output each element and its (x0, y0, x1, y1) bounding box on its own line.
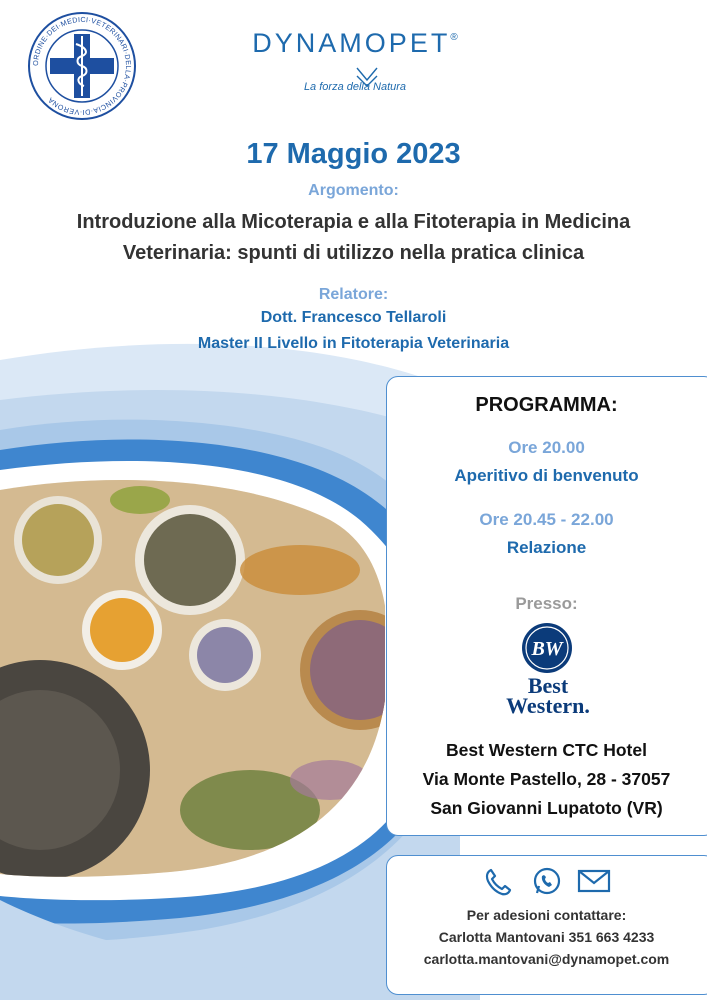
brand-name-text: DYNAMOPET (252, 28, 451, 58)
contact-icons (483, 866, 613, 896)
program-item-2-label: Relazione (506, 538, 587, 557)
topic-line-1: Introduzione alla Micoterapia e alla Fitoterapia in Medicina (76, 211, 631, 233)
event-date: 17 Maggio 2023 (246, 138, 461, 170)
venue-label: Presso: (515, 594, 578, 613)
venue-line-3: San Giovanni Lupatoto (VR) (430, 798, 663, 818)
speaker-label: Relatore: (318, 286, 389, 303)
brand-name (230, 28, 480, 59)
topic-line-2: Veterinaria: spunti di utilizzo nella pratica clinica (122, 242, 585, 264)
speaker-title: Master II Livello in Fitoterapia Veterinaria (197, 335, 510, 352)
whatsapp-icon (535, 869, 559, 893)
speaker-name: Dott. Francesco Tellaroli (260, 309, 447, 326)
logo-line-2: Western. (506, 693, 590, 718)
contact-person: Carlotta Mantovani 351 663 4233 (438, 929, 655, 945)
brand-tagline: La forza della Natura (303, 81, 407, 93)
topic-title (0, 207, 707, 269)
logo-line-1: Best (527, 673, 569, 698)
trademark-symbol: ® (450, 32, 458, 43)
program-title: PROGRAMMA: (475, 394, 618, 416)
program-item-2-time: Ore 20.45 - 22.00 (479, 510, 614, 529)
phone-icon (487, 870, 510, 894)
program-item-1-time: Ore 20.00 (508, 438, 585, 457)
brand-header (230, 28, 480, 93)
venue-line-1: Best Western CTC Hotel (446, 740, 647, 760)
topic-label: Argomento: (308, 182, 399, 199)
contact-label: Per adesioni contattare: (466, 907, 627, 923)
best-western-logo (521, 622, 573, 674)
brand-leaf-icon (354, 66, 380, 88)
venue-line-2: Via Monte Pastello, 28 - 37057 (422, 769, 671, 789)
herbs-photo (0, 480, 385, 880)
best-western-wordmark (488, 673, 608, 718)
venue-address (386, 736, 707, 823)
seal-ring-text: ORDINE·DEI·MEDICI·VETERINARI·DELLA·PROVINCIA·DI·VERONA (30, 14, 134, 118)
mail-icon (579, 871, 609, 891)
contact-email: carlotta.mantovani@dynamopet.com (423, 951, 670, 967)
program-item-1-label: Aperitivo di benvenuto (454, 466, 639, 485)
veterinary-order-seal (26, 10, 138, 122)
logo-initials: BW (531, 638, 563, 660)
